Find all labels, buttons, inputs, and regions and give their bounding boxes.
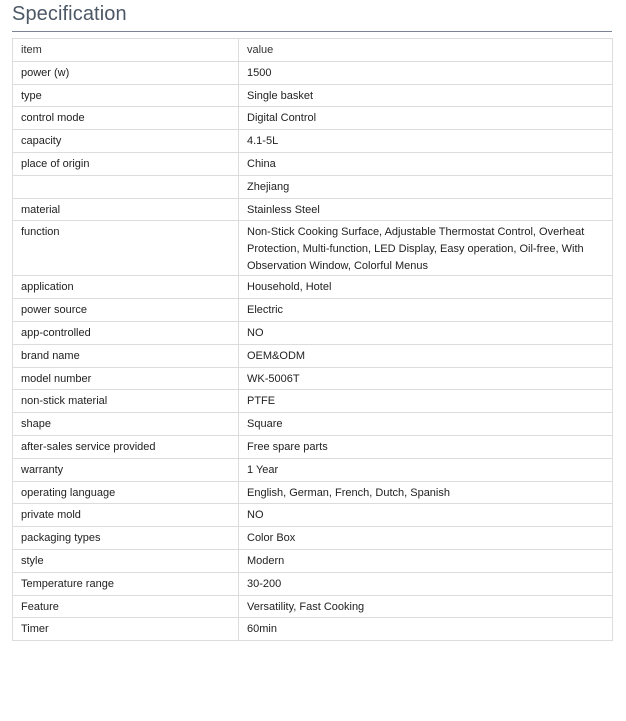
row-item: operating language xyxy=(13,481,239,504)
table-row xyxy=(13,84,613,107)
specification-header xyxy=(12,0,612,32)
header-value: value xyxy=(239,39,613,62)
row-value: 60min xyxy=(239,618,613,641)
row-value: Non-Stick Cooking Surface, Adjustable Thermostat Control, Overheat Protection, Multi-function, LED Display, Easy operation, Oil-free, With Observation Window, Colorful Menus xyxy=(239,221,613,276)
row-item: Temperature range xyxy=(13,572,239,595)
row-item: non-stick material xyxy=(13,390,239,413)
row-value: NO xyxy=(239,504,613,527)
table-row xyxy=(13,572,613,595)
row-value: PTFE xyxy=(239,390,613,413)
row-item: Feature xyxy=(13,595,239,618)
table-row xyxy=(13,61,613,84)
row-value: Household, Hotel xyxy=(239,276,613,299)
header-item: item xyxy=(13,39,239,62)
row-item: control mode xyxy=(13,107,239,130)
row-item: power (w) xyxy=(13,61,239,84)
row-item: private mold xyxy=(13,504,239,527)
table-header-row xyxy=(13,39,613,62)
row-item: app-controlled xyxy=(13,321,239,344)
row-item: warranty xyxy=(13,458,239,481)
row-item: function xyxy=(13,221,239,276)
table-row xyxy=(13,618,613,641)
table-row xyxy=(13,175,613,198)
table-row xyxy=(13,390,613,413)
table-row xyxy=(13,481,613,504)
specification-table xyxy=(12,38,613,641)
table-row xyxy=(13,527,613,550)
row-item: brand name xyxy=(13,344,239,367)
section-title: Specification xyxy=(12,3,127,25)
table-row xyxy=(13,458,613,481)
row-item xyxy=(13,175,239,198)
table-row xyxy=(13,435,613,458)
row-value: 1 Year xyxy=(239,458,613,481)
row-value: Versatility, Fast Cooking xyxy=(239,595,613,618)
table-row xyxy=(13,299,613,322)
table-row xyxy=(13,221,613,276)
row-value: 30-200 xyxy=(239,572,613,595)
row-value: Square xyxy=(239,413,613,436)
row-item: application xyxy=(13,276,239,299)
row-value: 1500 xyxy=(239,61,613,84)
row-item: shape xyxy=(13,413,239,436)
row-value: China xyxy=(239,152,613,175)
row-value: OEM&ODM xyxy=(239,344,613,367)
table-row xyxy=(13,276,613,299)
table-row xyxy=(13,107,613,130)
row-item: place of origin xyxy=(13,152,239,175)
table-row xyxy=(13,130,613,153)
row-value: Single basket xyxy=(239,84,613,107)
table-row xyxy=(13,367,613,390)
row-item: style xyxy=(13,549,239,572)
table-row xyxy=(13,198,613,221)
table-row xyxy=(13,549,613,572)
row-value: Digital Control xyxy=(239,107,613,130)
row-value: Electric xyxy=(239,299,613,322)
row-item: packaging types xyxy=(13,527,239,550)
row-value: Free spare parts xyxy=(239,435,613,458)
row-item: power source xyxy=(13,299,239,322)
row-value: Zhejiang xyxy=(239,175,613,198)
row-value: WK-5006T xyxy=(239,367,613,390)
row-value: 4.1-5L xyxy=(239,130,613,153)
row-item: type xyxy=(13,84,239,107)
row-value: Stainless Steel xyxy=(239,198,613,221)
table-row xyxy=(13,344,613,367)
table-row xyxy=(13,504,613,527)
row-item: after-sales service provided xyxy=(13,435,239,458)
row-value: Modern xyxy=(239,549,613,572)
row-item: model number xyxy=(13,367,239,390)
row-value: Color Box xyxy=(239,527,613,550)
row-item: capacity xyxy=(13,130,239,153)
table-row xyxy=(13,152,613,175)
table-row xyxy=(13,595,613,618)
row-value: NO xyxy=(239,321,613,344)
table-row xyxy=(13,413,613,436)
row-item: Timer xyxy=(13,618,239,641)
table-row xyxy=(13,321,613,344)
row-value: English, German, French, Dutch, Spanish xyxy=(239,481,613,504)
row-item: material xyxy=(13,198,239,221)
